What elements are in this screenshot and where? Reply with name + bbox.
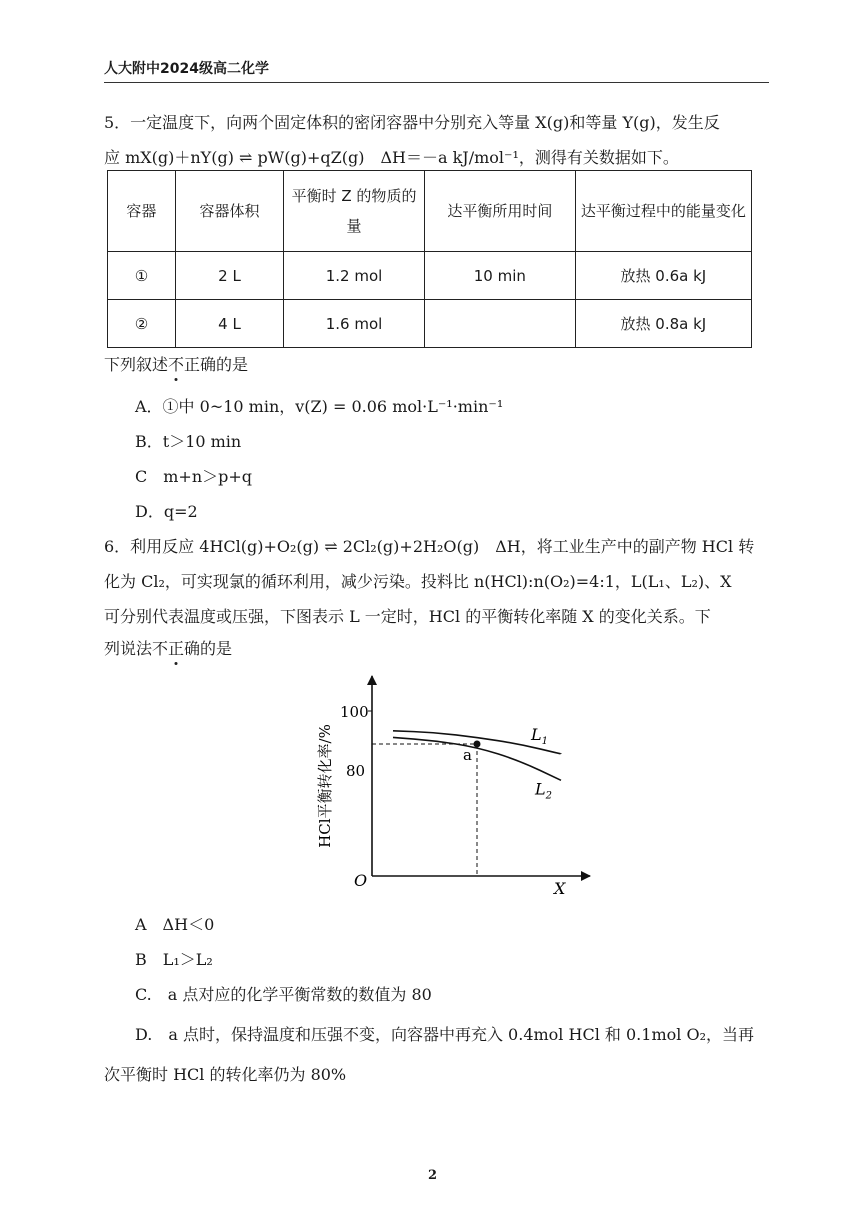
point-a-marker	[474, 741, 481, 748]
q6-option-d: D. a 点时，保持温度和压强不变，向容器中再充入 0.4mol HCl 和 0.1mol O₂，当再	[135, 1025, 754, 1044]
table-cell: 10 min	[424, 252, 575, 300]
q5-line-1: 5．一定温度下，向两个固定体积的密闭容器中分别充入等量 X(g)和等量 Y(g)，发生反	[104, 113, 720, 132]
table-header-cell: 达平衡所用时间	[424, 171, 575, 252]
table-cell: 1.2 mol	[284, 252, 425, 300]
y-tick-label: 100	[340, 703, 369, 721]
table-header-row	[108, 171, 752, 252]
table-cell: ②	[108, 300, 176, 348]
table-row	[108, 300, 752, 348]
origin-label: O	[354, 871, 368, 890]
q5-stem-emphasis: 不	[168, 355, 185, 374]
y-axis-label: HCl平衡转化率/%	[316, 724, 334, 848]
table-header-cell: 平衡时 Z 的物质的量	[284, 171, 425, 252]
table-header-cell: 容器体积	[175, 171, 283, 252]
q5-option-d: D．q=2	[135, 502, 198, 521]
q5-option-b: B．t＞10 min	[135, 432, 242, 451]
table-cell: 放热 0.8a kJ	[575, 300, 751, 348]
q5-option-c: C m+n＞p+q	[135, 467, 253, 486]
q6-option-c: C. a 点对应的化学平衡常数的数值为 80	[135, 985, 432, 1004]
q6-chart	[300, 670, 600, 900]
q5-line-2: 应 mX(g)＋nY(g) ⇌ pW(g)+qZ(g) ΔH＝－a kJ/mol⁻¹，测得有关数据如下。	[104, 148, 679, 167]
table-header-cell: 达平衡过程中的能量变化	[575, 171, 751, 252]
table-cell: ①	[108, 252, 176, 300]
q6-option-a: A ΔH＜0	[135, 915, 215, 934]
q6-option-d-continued: 次平衡时 HCl 的转化率仍为 80%	[104, 1065, 347, 1084]
q5-stem	[104, 352, 248, 375]
q6-stem-suffix: 的是	[200, 639, 233, 658]
table-cell	[424, 300, 575, 348]
q5-option-a: A．①中 0~10 min，v(Z) = 0.06 mol·L⁻¹·min⁻¹	[135, 397, 504, 416]
page-number: 2	[428, 1168, 438, 1183]
point-a-label: a	[463, 746, 472, 764]
x-axis-label: X	[554, 879, 566, 898]
y-tick-label: 80	[346, 762, 366, 780]
q5-stem-prefix: 下列叙述	[104, 355, 169, 374]
q6-line-1: 6．利用反应 4HCl(g)+O₂(g) ⇌ 2Cl₂(g)+2H₂O(g) ΔH，将工业生产中的副产物 HCl 转	[104, 537, 755, 556]
table-cell: 放热 0.6a kJ	[575, 252, 751, 300]
table-cell: 4 L	[175, 300, 283, 348]
q5-stem-suffix: 正确的是	[184, 355, 249, 374]
page-header: 人大附中2024级高二化学	[104, 58, 769, 83]
series-label-L1: $L_1$	[531, 724, 548, 747]
series-label-L2: $L_2$	[535, 779, 552, 802]
q6-line-3: 可分别代表温度或压强，下图表示 L 一定时，HCl 的平衡转化率随 X 的变化关系。下	[104, 607, 711, 626]
q6-line-2: 化为 Cl₂，可实现氯的循环利用，减少污染。投料比 n(HCl):n(O₂)=4:1，L(L₁、L₂)、X	[104, 572, 732, 591]
q6-option-b: B L₁＞L₂	[135, 950, 213, 969]
table-header-cell: 容器	[108, 171, 176, 252]
q5-data-table	[107, 170, 752, 348]
table-cell: 1.6 mol	[284, 300, 425, 348]
q6-stem-emphasis: 不正确	[152, 639, 201, 658]
q6-stem-prefix: 列说法	[104, 639, 153, 658]
q6-stem	[104, 636, 232, 659]
table-row	[108, 252, 752, 300]
table-cell: 2 L	[175, 252, 283, 300]
